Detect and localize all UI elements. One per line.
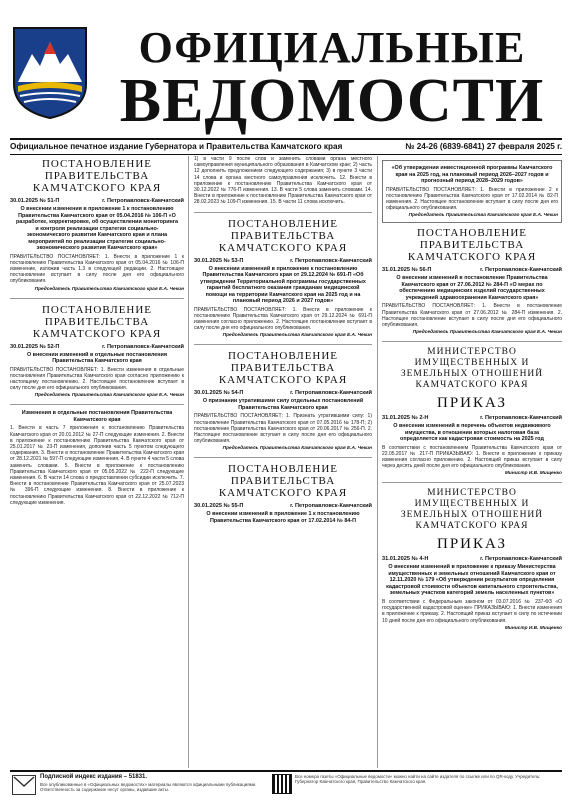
document-block — [10, 304, 184, 399]
column-divider — [188, 156, 189, 768]
separator — [194, 457, 372, 458]
footer-note: Все опубликованные в «Официальных ведомостях» материалы являются официальными публикациями. Ответственность за содержание несут органы, издавшие акты. — [40, 782, 257, 792]
document-heading: ПОСТАНОВЛЕНИЕ ПРАВИТЕЛЬСТВА КАМЧАТСКОГО КРАЯ — [218, 350, 348, 387]
document-date-line — [10, 344, 184, 350]
separator — [382, 341, 562, 342]
document-title: О признании утратившими силу отдельных постановлений Правительства Камчатского края — [202, 398, 364, 411]
document-number: 30.01.2025 № 53-П — [194, 257, 244, 264]
document-signature: Председатель Правительства Камчатского края Е.А. Чекин — [34, 286, 184, 292]
document-text: 1) в части 9 после слов и заменить словами органа местного самоуправления муниципального образования в Камчатском крае; 2) часть 12 дополнить предложением следующего содержания; 3) в пункте 3 части 14 слова и органа местного самоуправления исключить. 12. Внести в приложение к постановлению Правительства Камчатского края от 30.12.2022 № 776-П изменения. 13. В части 5 слова заменить словами. 14. Внести в приложение к постановлению Правительства Камчатского края от 28.02.2023 № 109-П изменения. 15. В части 11 слова исключить. — [194, 156, 372, 206]
document-city: г. Петропавловск-Камчатский — [102, 198, 184, 204]
document-number: 31.01.2025 № 4-Н — [382, 556, 429, 563]
document-heading: ПОСТАНОВЛЕНИЕ ПРАВИТЕЛЬСТВА КАМЧАТСКОГО КРАЯ — [218, 463, 348, 500]
document-number: 31.01.2025 № 56-П — [382, 267, 432, 274]
separator — [10, 298, 184, 299]
document-signature: Председатель Правительства Камчатского края Е.А. Чекин — [412, 330, 562, 336]
document-heading: ПОСТАНОВЛЕНИЕ ПРАВИТЕЛЬСТВА КАМЧАТСКОГО КРАЯ — [32, 303, 162, 340]
document-heading: ПОСТАНОВЛЕНИЕ ПРАВИТЕЛЬСТВА КАМЧАТСКОГО КРАЯ — [407, 227, 537, 264]
envelope-icon — [12, 775, 36, 795]
document-block — [382, 227, 562, 335]
document-block — [382, 347, 562, 476]
document-city: г. Петропавловск-Камчатский — [290, 390, 372, 397]
document-title: О внесении изменений в перечень объектов недвижимого имущества, в отношении которых налоговая база определяется как кадастровая стоимость на 2025 год — [393, 423, 551, 443]
document-block — [10, 410, 184, 506]
separator — [194, 212, 372, 213]
document-text: ПРАВИТЕЛЬСТВО ПОСТАНОВЛЯЕТ: 1. Признать утратившими силу: 1) постановление Правительства Камчатского края от 07.05.2016 № 178-П; 2) постановление Правительства Камчатского края от 20.06.2017 № 256-П. 2. Настоящее постановление вступает в силу после дня его официального опубликования. — [194, 413, 372, 445]
document-city: г. Петропавловск-Камчатский — [102, 343, 184, 350]
document-number: 30.01.2025 № 51-П — [10, 198, 60, 204]
document-date-line — [382, 267, 562, 273]
document-number: 30.01.2025 № 52-П — [10, 343, 60, 350]
document-kind: ПРИКАЗ — [437, 536, 507, 553]
document-heading: ПОСТАНОВЛЕНИЕ ПРАВИТЕЛЬСТВА КАМЧАТСКОГО КРАЯ — [218, 217, 348, 254]
document-number: 31.01.2025 № 2-Н — [382, 415, 429, 422]
document-number: 30.01.2025 № 55-П — [194, 503, 244, 510]
document-signature: Председатель Правительства Камчатского края Е.А. Чекин — [34, 393, 184, 399]
document-city: г. Петропавловск-Камчатский — [480, 556, 562, 563]
document-date-line — [194, 503, 372, 509]
document-heading: МИНИСТЕРСТВО ИМУЩЕСТВЕННЫХ И ЗЕМЕЛЬНЫХ ОТНОШЕНИЙ КАМЧАТСКОГО КРАЯ — [400, 347, 544, 391]
document-title: О внесении изменений в приложение к приказу Министерства имущественных и земельных отношений Камчатского края от 12.11.2020 № 179 «Об утверждении результатов определения кадастровой стоимости объектов капитального строительства, земельных участков категорий земель населенных пунктов» — [386, 564, 558, 597]
document-date-line — [382, 556, 562, 562]
column-divider — [377, 156, 378, 768]
document-title: О внесении изменений в отдельные постановления Правительства Камчатского края — [26, 351, 168, 365]
document-number: 30.01.2025 № 54-П — [194, 390, 244, 397]
separator — [194, 344, 372, 345]
publication-subtitle: Официальное печатное издание Губернатора и Правительства Камчатского края — [10, 142, 343, 151]
document-text: 1. Внести в часть 7 приложения к постановлению Правительства Камчатского края от 20.01.2012 № 27-П следующие изменения. 2. Внести в приложение к постановлению Правительства Камчатского края от 25.01.2017 № 23-П изменения, дополнив часть 5 пунктом следующего содержания. 3. Внести в постановление Правительства Камчатского края от 28.12.2021 № 597-П следующие изменения. 4. В пункте 4 части 5 слова заменить словами. 5. Внести в приложение к постановлению Правительства Камчатского края от 05.05.2022 № 222-П следующие изменения. 6. В части 14 слова о предоставлении субсидии исключить. 7. Внести в постановление Правительства Камчатского края от 25.07.2023 № 396-П следующие изменения. 8. Внести в приложение к постановлению Правительства Камчатского края от 22.12.2022 № 712-П следующие изменения. — [10, 425, 184, 506]
document-text: В соответствии с постановлением Правительства Камчатского края от 22.05.2017 № 217-П ПРИКАЗЫВАЮ: 1. Внести в приложение к приказу изменения согласно приложению. 2. Настоящий приказ вступает в силу через десять дней после дня его официального опубликования. — [382, 444, 562, 470]
document-signature: Председатель Правительства Камчатского края Е.А. Чекин — [408, 213, 558, 219]
separator — [10, 404, 184, 405]
document-text: ПРАВИТЕЛЬСТВО ПОСТАНОВЛЯЕТ: 1. Внести изменения в отдельные постановления Правительства Камчатского края согласно приложению к настоящему постановлению. 2. Настоящее постановление вступает в силу после дня его официального опубликования. — [10, 366, 184, 392]
document-signature: Министр И.В. Мищенко — [504, 625, 562, 631]
document-city: г. Петропавловск-Камчатский — [290, 257, 372, 264]
column-1 — [10, 156, 184, 768]
document-date-line — [10, 198, 184, 204]
column-2 — [194, 156, 372, 768]
document-date-line — [194, 390, 372, 396]
qr-code-icon[interactable] — [272, 774, 292, 794]
separator — [382, 482, 562, 483]
document-kind: ПРИКАЗ — [437, 395, 507, 412]
subscription-index: Подписной индекс издания – 51831. — [40, 774, 148, 780]
masthead — [10, 8, 562, 140]
issue-number: № 24-26 (6839-6841) 27 февраля 2025 г. — [405, 142, 562, 151]
document-text: ПРАВИТЕЛЬСТВО ПОСТАНОВЛЯЕТ: 1. Внести в приложение 1 к постановлению Правительства Камчатского края от 05.04.2016 № 106-П изменение, изложив часть 1.3 в следующей редакции. 2. Настоящее постановление вступает в силу после дня его официального опубликования. — [10, 253, 184, 285]
masthead-title-line2: ВЕДОМОСТИ — [119, 67, 545, 135]
document-block — [194, 350, 372, 451]
document-title: О внесении изменений в приложение 1 к постановлению Правительства Камчатского края от 17.02.2014 № 84-П — [206, 511, 360, 524]
document-city: г. Петропавловск-Камчатский — [290, 503, 372, 510]
document-title: О внесении изменений в постановление Правительства Камчатского края от 27.06.2012 № 284-П «О мерах по обеспечению медицинских изделий государственных учреждений здравоохранения Камчатского края» — [396, 275, 548, 301]
document-signature: Председатель Правительства Камчатского края Е.А. Чекин — [222, 446, 372, 452]
document-city: г. Петропавловск-Камчатский — [480, 267, 562, 274]
document-block — [382, 160, 562, 223]
document-signature: Председатель Правительства Камчатского края Е.А. Чекин — [222, 333, 372, 339]
document-text: ПРАВИТЕЛЬСТВО ПОСТАНОВЛЯЕТ: 1. Внести в приложение 2 к постановлению Правительства Камчатского края от 17.02.2014 № 82-П изменения. 2. Настоящее постановление вступает в силу после дня его официального опубликования. — [386, 186, 558, 212]
document-text: ПРАВИТЕЛЬСТВО ПОСТАНОВЛЯЕТ: 1. Внести в постановление Правительства Камчатского края от 27.06.2012 № 284-П изменения. 2. Настоящее постановление вступает в силу после дня его официального опубликования. — [382, 303, 562, 328]
masthead-title-line1: ОФИЦИАЛЬНЫЕ — [138, 23, 526, 72]
page-footer — [10, 770, 562, 798]
document-title: О внесении изменений в приложение к постановлению Правительства Камчатского края от 29.12.2024 № 691-П «Об утверждении Территориальной программы государственных гарантий бесплатного оказания гражданам медицинской помощи на территории Камчатского края на 2025 год и на плановый период 2026 и 2027 годов» — [200, 265, 366, 305]
document-heading: МИНИСТЕРСТВО ИМУЩЕСТВЕННЫХ И ЗЕМЕЛЬНЫХ ОТНОШЕНИЙ КАМЧАТСКОГО КРАЯ — [400, 488, 544, 532]
document-city: г. Петропавловск-Камчатский — [480, 415, 562, 422]
kamchatka-emblem-icon — [10, 24, 90, 120]
document-heading: ПОСТАНОВЛЕНИЕ ПРАВИТЕЛЬСТВА КАМЧАТСКОГО КРАЯ — [32, 158, 162, 194]
masthead-subline — [10, 138, 562, 155]
document-date-line — [194, 258, 372, 264]
document-signature: Министр И.В. Мищенко — [504, 471, 562, 477]
footer-note: Все номера газеты «Официальные ведомости» можно найти на сайте издателя по ссылке или по QR-коду. Учредитель: Губернатор Камчатского края, Правительство Камчатского края. — [295, 774, 541, 784]
document-block — [194, 463, 372, 524]
document-text: В соответствии с Федеральным законом от 03.07.2016 № 237-ФЗ «О государственной кадастровой оценке» ПРИКАЗЫВАЮ: 1. Внести изменения в приложение к приказу. 2. Настоящий приказ вступает в силу по истечении 10 дней после дня его официального опубликования. — [382, 598, 562, 624]
document-date-line — [382, 415, 562, 421]
document-block — [382, 488, 562, 630]
document-block — [10, 158, 184, 292]
document-block — [194, 156, 372, 206]
document-title: Изменения в отдельные постановления Правительства Камчатского края — [21, 410, 173, 423]
document-block — [194, 218, 372, 339]
document-text: ПРАВИТЕЛЬСТВО ПОСТАНОВЛЯЕТ: 1. Внести в приложение к постановлению Правительства Камчатского края от 29.12.2024 № 691-П изменения согласно приложению. 2. Настоящее постановление вступает в силу после дня его официального опубликования. — [194, 306, 372, 332]
document-title: О внесении изменения в приложение 1 к постановлению Правительства Камчатского края от 05.04.2016 № 106-П «О разработке, корректировке, об осуществлении мониторинга и контроля реализации стратегии социально-экономического развития Камчатского края и плана мероприятий по реализации стратегии социально-экономического развития Камчатского края» — [15, 206, 179, 251]
column-3 — [382, 156, 562, 768]
document-title: «Об утверждении инвестиционной программы Камчатского края на 2025 год, на плановый период 2026–2027 годов и прогнозный период 2028–2029 годов» — [391, 165, 553, 184]
